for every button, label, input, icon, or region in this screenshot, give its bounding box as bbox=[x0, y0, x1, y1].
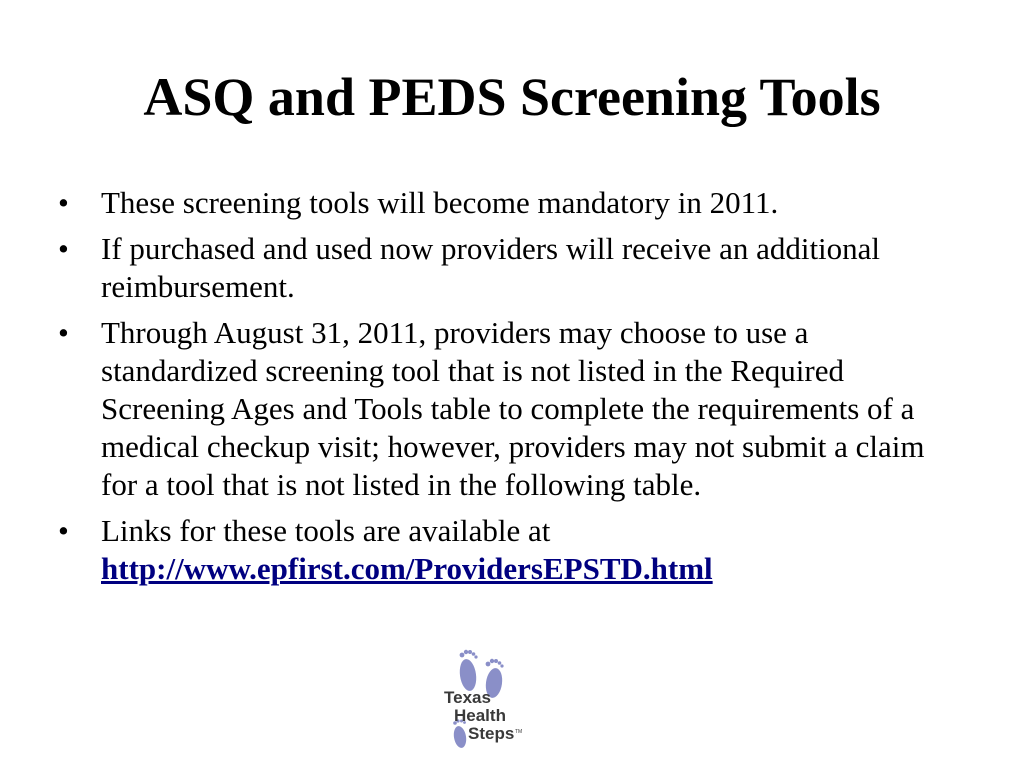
logo-word-1: Texas bbox=[444, 688, 491, 707]
bullet-dot-icon: • bbox=[58, 513, 69, 548]
bullet-text: If purchased and used now providers will receive an additional reimbursement. bbox=[101, 231, 881, 304]
bullet-list bbox=[58, 184, 968, 596]
bullet-text-lead: Links for these tools are available at bbox=[101, 513, 551, 548]
bullet-dot-icon: • bbox=[58, 185, 69, 220]
trademark-mark: TM bbox=[515, 729, 523, 735]
bullet-text: Through August 31, 2011, providers may choose to use a standardized screening tool that is not listed in the Required Screening Ages and Tools table to complete the requirements of a medical checkup visit; however, providers may not submit a claim for a tool that is not listed in the following table. bbox=[101, 315, 925, 502]
logo-word-3: Steps bbox=[468, 724, 515, 743]
slide-title: ASQ and PEDS Screening Tools bbox=[143, 67, 881, 127]
logo-word-2: Health bbox=[454, 706, 506, 725]
bullet-dot-icon: • bbox=[58, 231, 69, 266]
footprint-icon bbox=[458, 650, 478, 692]
bullet-dot-icon: • bbox=[58, 315, 69, 350]
bullet-item bbox=[58, 230, 968, 306]
bullet-text: These screening tools will become mandatory in 2011. bbox=[101, 185, 779, 220]
bullet-item bbox=[58, 314, 968, 504]
bullet-item bbox=[58, 184, 968, 222]
bullet-text bbox=[101, 513, 713, 586]
bullet-item bbox=[58, 512, 968, 588]
providers-epstd-link[interactable]: http://www.epfirst.com/ProvidersEPSTD.html bbox=[101, 551, 713, 586]
texas-health-steps-logo bbox=[438, 645, 528, 755]
